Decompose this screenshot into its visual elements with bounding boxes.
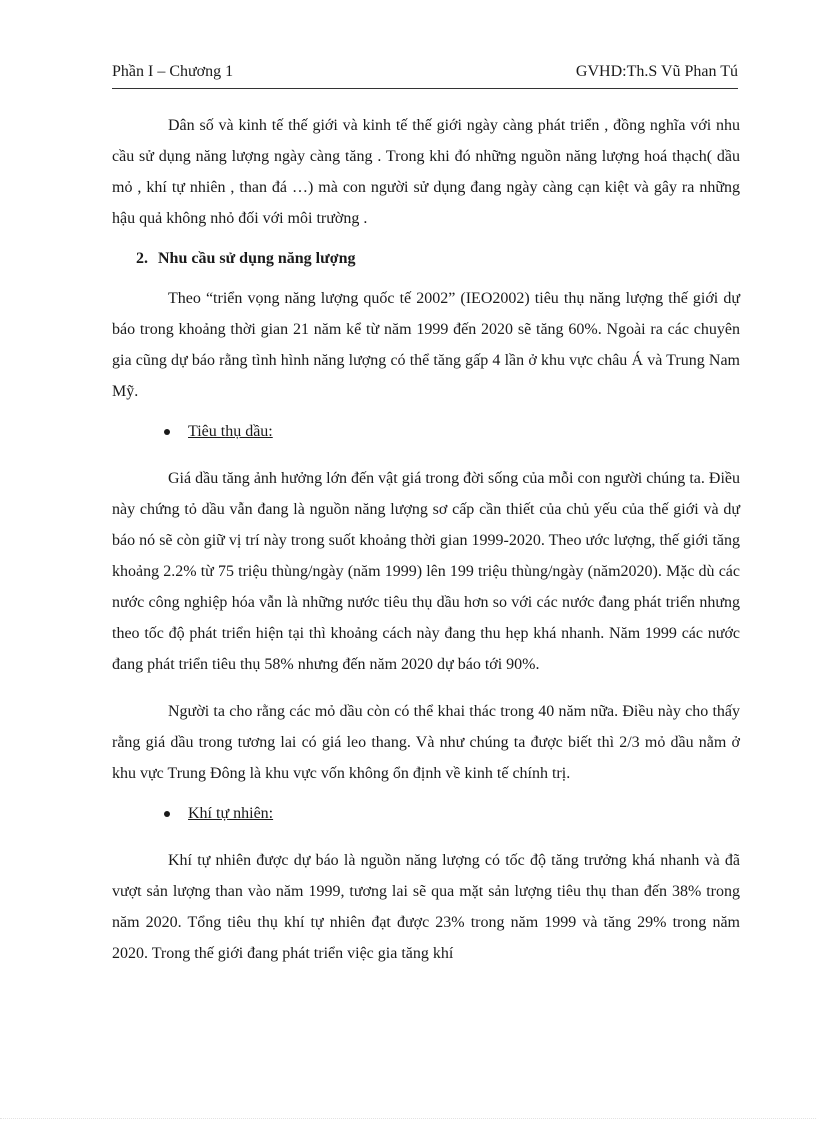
paragraph-natural-gas: Khí tự nhiên được dự báo là nguồn năng lượng có tốc độ tăng trưởng khá nhanh và đã vượt sản lượng than vào năm 1999, tương lai sẽ qua mặt sản lượng tiêu thụ than đến 38% trong năm 2020. Tổng tiêu thụ khí tự nhiên đạt được 23% trong năm 1999 và tăng 29% trong năm 2020. Trong thế giới đang phát triển việc gia tăng khí [112,852,740,962]
bullet-oil-label: Tiêu thụ dầu: [188,423,273,440]
header-chapter: Phần I – Chương 1 [112,63,234,80]
bullet-dot-icon [164,811,170,817]
document-body [112,110,740,978]
bullet-oil [164,416,740,447]
bullet-gas-label: Khí tự nhiên: [188,805,274,822]
paragraph-ieo-forecast: Theo “triển vọng năng lượng quốc tế 2002” (IEO2002) tiêu thụ năng lượng thế giới dự báo trong khoảng thời gian 21 năm kể từ năm 1999 đến 2020 sẽ tăng 60%. Ngoài ra các chuyên gia cũng dự báo rằng tình hình năng lượng có thể tăng gấp 4 lần ở khu vực châu Á và Trung Nam Mỹ. [112,290,740,400]
bullet-gas [164,798,740,829]
section-number: 2. [136,250,148,267]
paragraph-intro: Dân số và kinh tế thế giới và kinh tế thế giới ngày càng phát triển , đồng nghĩa với nhu cầu sử dụng năng lượng ngày càng tăng . Trong khi đó những nguồn năng lượng hoá thạch( dầu mỏ , khí tự nhiên , than đá …) mà con người sử dụng đang ngày càng cạn kiệt và gây ra những hậu quả không nhỏ đối với môi trường . [112,117,740,227]
footer-divider [0,1118,816,1119]
page-header [112,62,738,89]
paragraph-oil-consumption: Giá dầu tăng ảnh hưởng lớn đến vật giá trong đời sống của mỗi con người chúng ta. Điều này chứng tỏ dầu vẫn đang là nguồn năng lượng sơ cấp cần thiết của chủ yếu của thế giới và dự báo nó sẽ còn giữ vị trí này trong suốt khoảng thời gian 1999-2020. Theo ước lượng, thế giới tăng khoảng 2.2% từ 75 triệu thùng/ngày (năm 1999) lên 199 triệu thùng/ngày (năm2020). Mặc dù các nước công nghiệp hóa vẫn là những nước tiêu thụ dầu hơn so với các nước đang phát triển nhưng theo tốc độ phát triển hiện tại thì khoảng cách này đang thu hẹp khá nhanh. Năm 1999 các nước đang phát triển tiêu thụ 58% nhưng đến năm 2020 dự báo tới 90%. [112,470,740,673]
section-title: Nhu cầu sử dụng năng lượng [158,250,356,267]
header-instructor: GVHD:Th.S Vũ Phan Tú [575,63,738,80]
bullet-dot-icon [164,429,170,435]
section-heading [136,243,740,274]
paragraph-oil-reserves: Người ta cho rằng các mỏ dầu còn có thể khai thác trong 40 năm nữa. Điều này cho thấy rằng giá dầu trong tương lai có giá leo thang. Và như chúng ta được biết thì 2/3 mỏ dầu nằm ở khu vực Trung Đông là khu vực vốn không ổn định về kinh tế chính trị. [112,703,740,782]
